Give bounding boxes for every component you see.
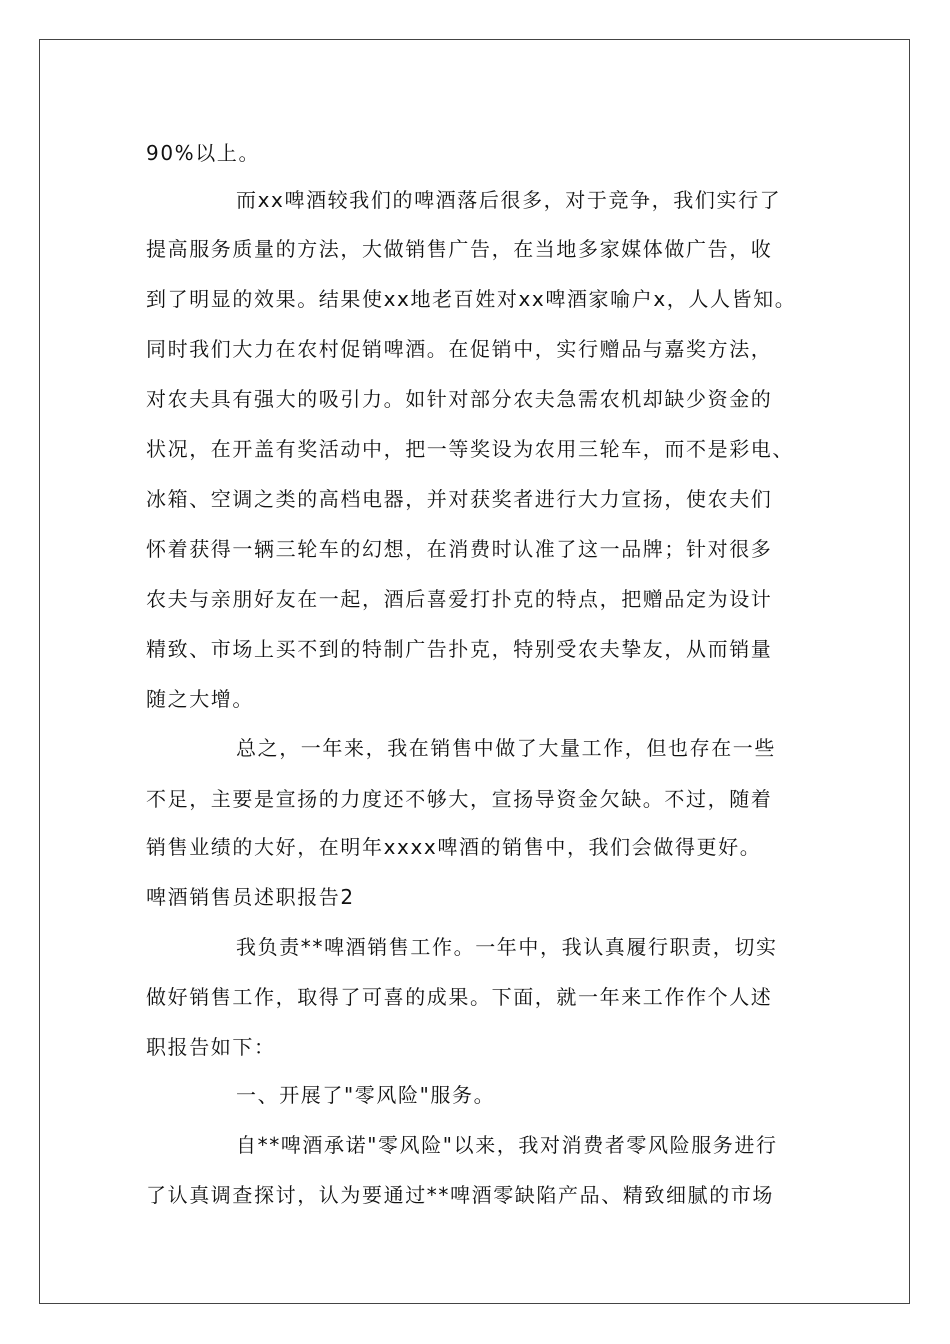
text-line: 职报告如下： xyxy=(146,1035,276,1059)
text-line: 做好销售工作，取得了可喜的成果。下面，就一年来工作作个人述 xyxy=(146,985,773,1009)
text-line: 了认真调查探讨，认为要通过**啤酒零缺陷产品、精致细腻的市场 xyxy=(146,1183,774,1207)
text-line: 90%以上。 xyxy=(146,141,261,165)
paragraph-start: 我负责**啤酒销售工作。一年中，我认真履行职责，切实 xyxy=(236,935,778,959)
subheading: 一、开展了"零风险"服务。 xyxy=(236,1083,496,1107)
text-line: 同时我们大力在农村促销啤酒。在促销中，实行赠品与嘉奖方法， xyxy=(146,337,773,361)
text-line: 随之大增。 xyxy=(146,687,254,711)
paragraph-start: 总之，一年来，我在销售中做了大量工作，但也存在一些 xyxy=(236,736,776,760)
paragraph-start: 而xx啤酒较我们的啤酒落后很多，对于竞争，我们实行了 xyxy=(236,188,782,212)
section-title: 啤酒销售员述职报告2 xyxy=(146,885,355,909)
text-line: 状况，在开盖有奖活动中，把一等奖设为农用三轮车，而不是彩电、 xyxy=(146,437,794,461)
text-line: 对农夫具有强大的吸引力。如针对部分农夫急需农机却缺少资金的 xyxy=(146,387,773,411)
text-line: 精致、市场上买不到的特制广告扑克，特别受农夫挚友，从而销量 xyxy=(146,637,773,661)
text-line: 怀着获得一辆三轮车的幻想，在消费时认准了这一品牌；针对很多 xyxy=(146,537,773,561)
text-line: 冰箱、空调之类的高档电器，并对获奖者进行大力宣扬，使农夫们 xyxy=(146,487,773,511)
text-line: 不足，主要是宣扬的力度还不够大，宣扬导资金欠缺。不过，随着 xyxy=(146,787,773,811)
text-line: 提高服务质量的方法，大做销售广告，在当地多家媒体做广告，收 xyxy=(146,237,773,261)
page-border xyxy=(39,39,910,1304)
paragraph-start: 自**啤酒承诺"零风险"以来，我对消费者零风险服务进行 xyxy=(236,1133,778,1157)
text-line: 销售业绩的大好，在明年xxxx啤酒的销售中，我们会做得更好。 xyxy=(146,835,762,859)
text-line: 到了明显的效果。结果使xx地老百姓对xx啤酒家喻户x，人人皆知。 xyxy=(146,287,797,311)
text-line: 农夫与亲朋好友在一起，酒后喜爱打扑克的特点，把赠品定为设计 xyxy=(146,587,773,611)
